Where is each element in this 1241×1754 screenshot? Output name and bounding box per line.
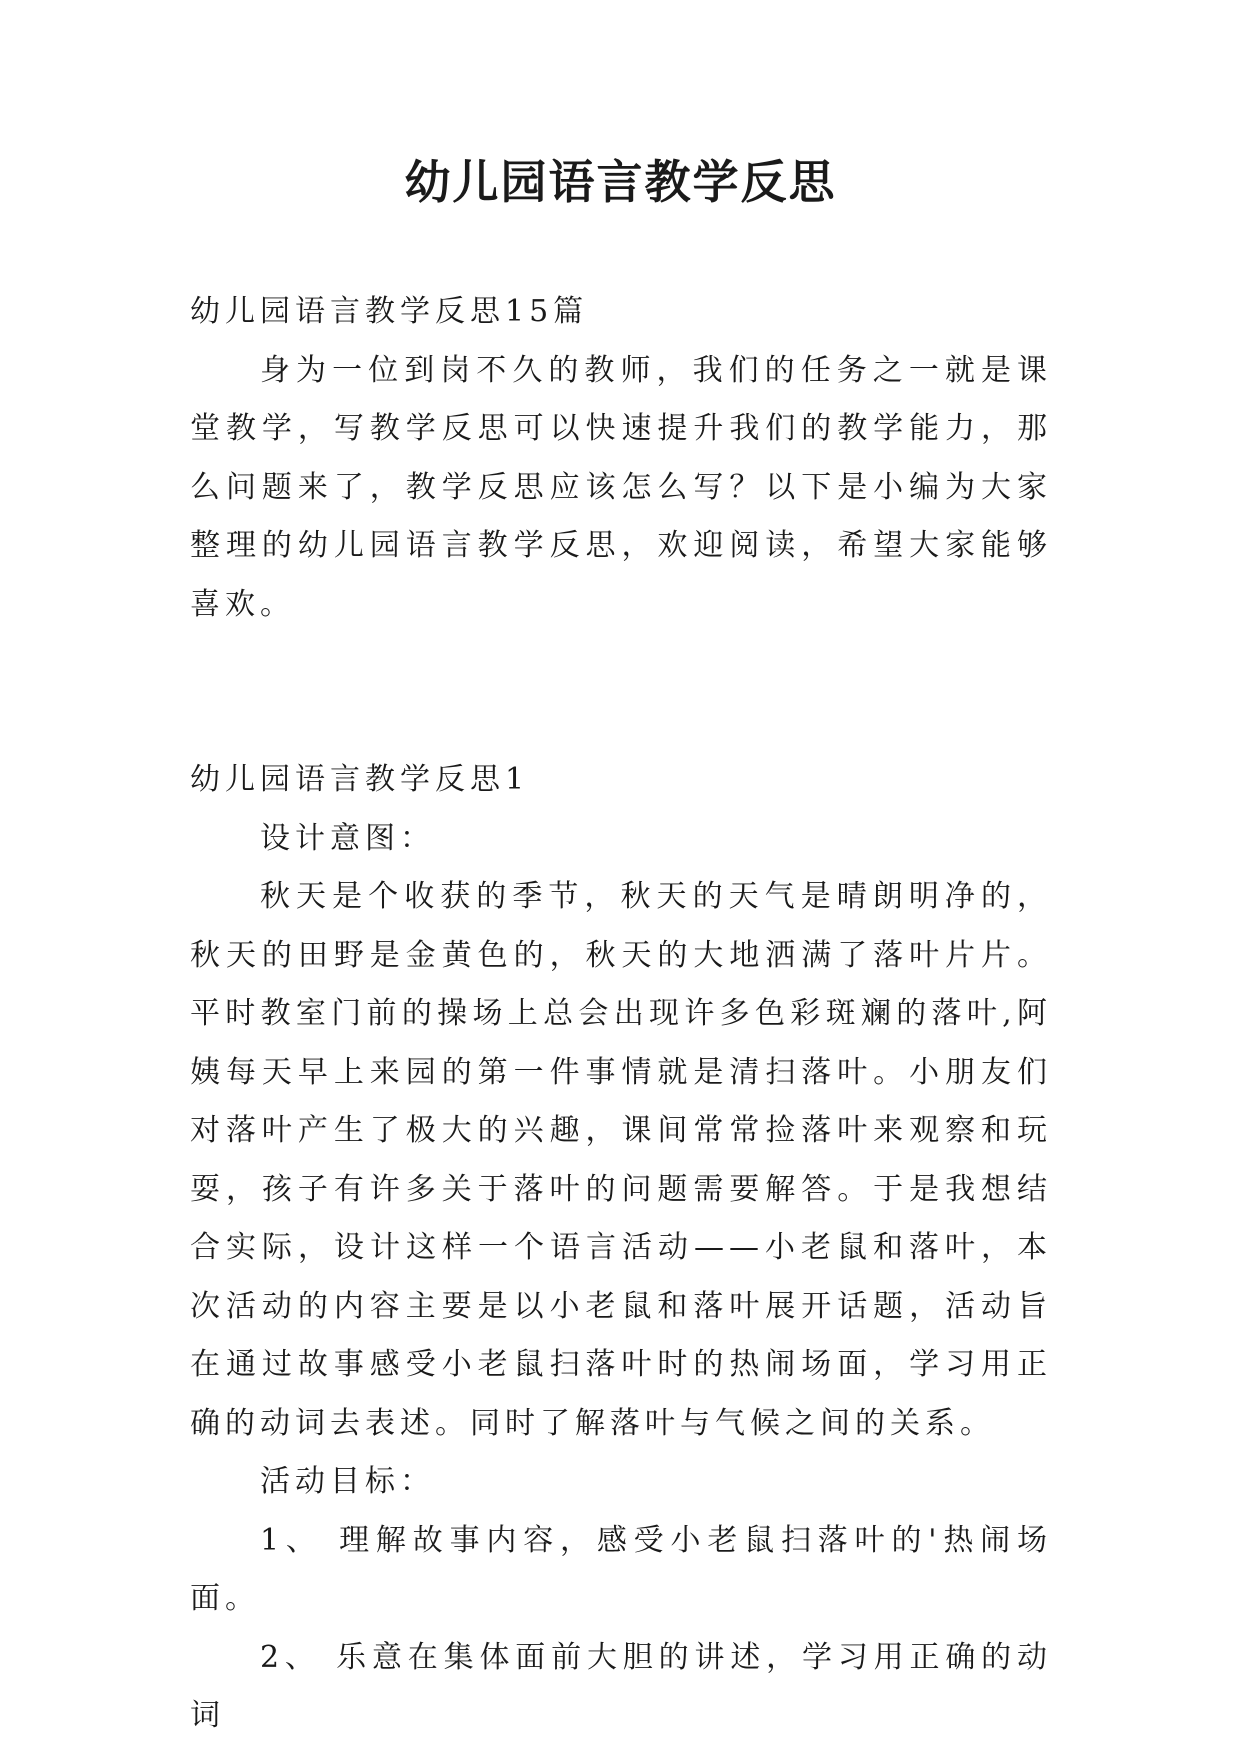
intro-paragraph: 身为一位到岗不久的教师，我们的任务之一就是课堂教学，写教学反思可以快速提升我们的教学能力，那么问题来了，教学反思应该怎么写？以下是小编为大家整理的幼儿园语言教学反思，欢迎阅读，希望大家能够喜欢。	[190, 352, 1052, 622]
design-intent-paragraph: 秋天是个收获的季节，秋天的天气是晴朗明净的，秋天的田野是金黄色的，秋天的大地洒满了落叶片片。平时教室门前的操场上总会出现许多色彩斑斓的落叶,阿姨每天早上来园的第一件事情就是清扫落叶。小朋友们对落叶产生了极大的兴趣，课间常常捡落叶来观察和玩耍，孩子有许多关于落叶的问题需要解答。于是我想结合实际，设计这样一个语言活动——小老鼠和落叶，本次活动的内容主要是以小老鼠和落叶展开话题，活动旨在通过故事感受小老鼠扫落叶时的热闹场面，学习用正确的动词去表述。同时了解落叶与气候之间的关系。	[190, 879, 1052, 1441]
goals-label: 活动目标：	[260, 1464, 435, 1499]
goal-item: 1、 理解故事内容，感受小老鼠扫落叶的'热闹场面。	[190, 1522, 1052, 1616]
document-subtitle: 幼儿园语言教学反思15篇	[190, 294, 589, 329]
document-title: 幼儿园语言教学反思	[404, 155, 837, 209]
goal-item: 2、 乐意在集体面前大胆的讲述，学习用正确的动词	[190, 1639, 1052, 1733]
document-body	[190, 283, 1052, 1746]
section-spacer	[190, 634, 1052, 751]
design-intent-label: 设计意图：	[260, 820, 435, 856]
section-heading: 幼儿园语言教学反思1	[190, 762, 530, 797]
